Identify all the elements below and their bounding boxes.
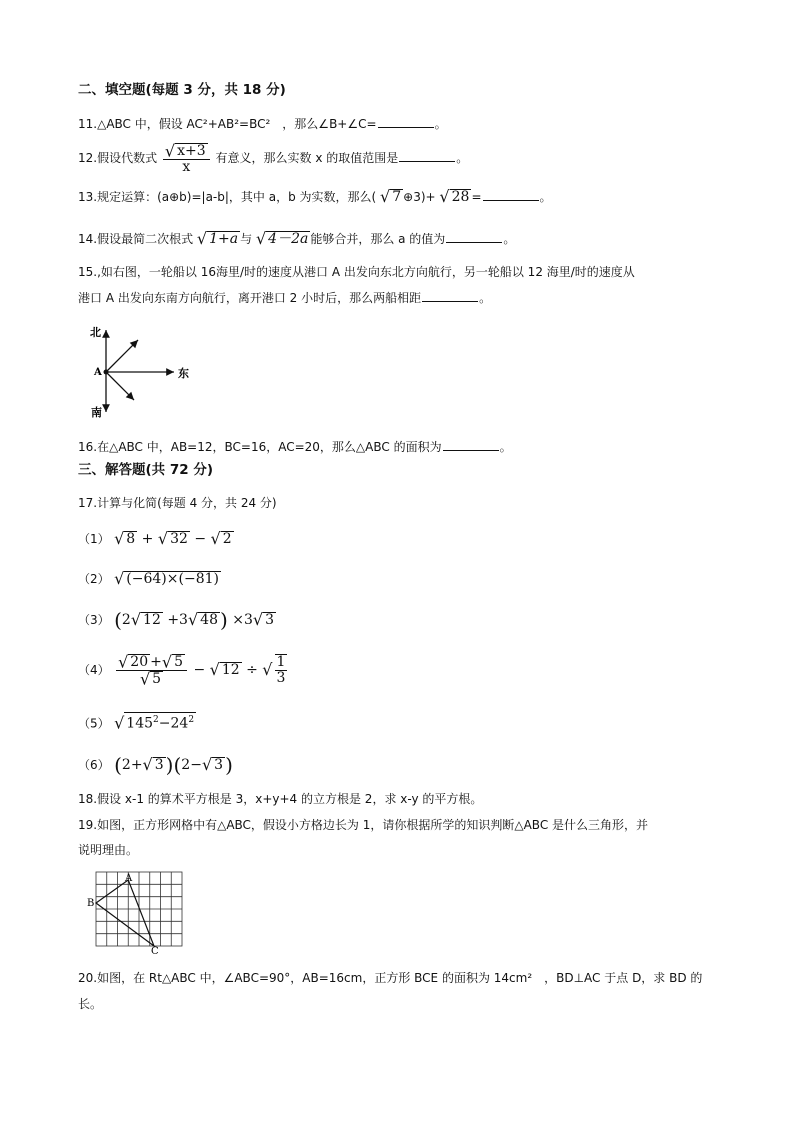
q17-4-fraction: $\frac{√ 20 +√ 5}{√ 5}$ bbox=[116, 654, 187, 687]
exponent: 2 bbox=[188, 715, 195, 725]
radicand: 3 bbox=[154, 757, 164, 773]
q17-part-5: （5） √ $145^2-24^2$ bbox=[78, 713, 195, 733]
vertex-b-label: B bbox=[87, 898, 95, 909]
base: 145 bbox=[126, 715, 154, 732]
north-label: 北 bbox=[90, 326, 101, 339]
triangle-abc bbox=[96, 880, 154, 946]
q14-text-2: 与 bbox=[240, 232, 253, 246]
radicand: 12 bbox=[143, 612, 161, 628]
q11-text: 11.△ABC 中，假设 AC²+AB²=BC² ，那么∠B+∠C= bbox=[78, 117, 377, 131]
q17-part-6: （6） (2+√ 3 )(2−√ 3 ) bbox=[78, 753, 233, 777]
answer-blank bbox=[378, 115, 434, 128]
south-label: 南 bbox=[91, 406, 102, 418]
q14-text: 14.假设最简二次根式 bbox=[78, 232, 194, 246]
radicand: 48 bbox=[200, 612, 218, 628]
q13-radicand-1: 7 bbox=[392, 189, 402, 205]
radicand: (−64)×(−81) bbox=[126, 571, 219, 587]
q15-end: 。 bbox=[479, 291, 492, 305]
part-label: （3） bbox=[78, 613, 110, 627]
q17-part-1: （1） √ 8 + √ 32 − √ 2 bbox=[78, 529, 232, 548]
question-19-line-1: 19.如图，正方形网格中有△ABC，假设小方格边长为 1，请你根据所学的知识判断△ABC 是什么三角形，并 bbox=[78, 818, 649, 832]
question-20-line-2: 长。 bbox=[78, 997, 103, 1011]
q12-fraction: $\frac{√ x+3}{x}$ bbox=[163, 143, 210, 175]
q12-text-2: 有意义，那么实数 x 的取值范围是 bbox=[215, 151, 399, 165]
term: +3 bbox=[167, 612, 188, 628]
radicand: 3 bbox=[214, 757, 224, 773]
question-19-line-2: 说明理由。 bbox=[78, 843, 139, 857]
exponent: 2 bbox=[153, 715, 159, 725]
numerator: 1 bbox=[276, 654, 286, 670]
q12-radicand: x+3 bbox=[177, 142, 206, 159]
q13-text-3: = bbox=[471, 190, 482, 204]
term: 2− bbox=[181, 757, 202, 773]
base: −24 bbox=[158, 715, 189, 732]
northeast-arrow bbox=[106, 340, 138, 372]
q13-radicand-2: 28 bbox=[451, 189, 470, 205]
answer-blank bbox=[446, 230, 502, 243]
question-12 bbox=[78, 140, 468, 176]
q16-end: 。 bbox=[499, 440, 512, 454]
q13-text: 13.规定运算：(a⊕b)=|a-b|，其中 a，b 为实数，那么( bbox=[78, 190, 377, 204]
q12-end: 。 bbox=[456, 151, 469, 165]
operator: + bbox=[141, 531, 154, 547]
term: ×3 bbox=[232, 612, 253, 628]
question-13: 13.规定运算：(a⊕b)=|a-b|，其中 a，b 为实数，那么( √ 7 ⊕3)+ √ 28 = 。 bbox=[78, 187, 552, 206]
part-label: （5） bbox=[78, 716, 110, 731]
section-2-heading: 二、填空题(每题 3 分，共 18 分) bbox=[78, 82, 286, 98]
a-label: A bbox=[94, 367, 102, 378]
q14-radicand-1: 1+a bbox=[209, 231, 239, 247]
question-20-line-1: 20.如图，在 Rt△ABC 中，∠ABC=90°，AB=16cm，正方形 BCE 的面积为 14cm² ，BD⊥AC 于点 D，求 BD 的 bbox=[78, 971, 703, 985]
radicand: 8 bbox=[126, 531, 136, 547]
point-a bbox=[104, 370, 109, 375]
coefficient: 2 bbox=[121, 612, 131, 628]
question-15-line-1: 15.,如右图，一轮船以 16海里/时的速度从港口 A 出发向东北方向航行，另一轮船以 12 海里/时的速度从 bbox=[78, 265, 635, 279]
operator: + bbox=[150, 653, 162, 670]
section-3-heading: 三、解答题(共 72 分) bbox=[78, 462, 214, 478]
question-14: 14.假设最简二次根式 √ 1+a 与 √ 4－2a 能够合并，那么 a 的值为 。 bbox=[78, 229, 516, 248]
q15-text: 港口 A 出发向东南方向航行，离开港口 2 小时后，那么两船相距 bbox=[78, 291, 422, 305]
question-17-title: 17.计算与化简(每题 4 分，共 24 分) bbox=[78, 496, 277, 510]
radicand: 5 bbox=[174, 653, 183, 670]
compass-figure bbox=[86, 322, 198, 418]
part-label: （4） bbox=[78, 663, 110, 677]
q12-denominator: x bbox=[182, 158, 191, 175]
term: 2+ bbox=[121, 757, 143, 773]
question-18: 18.假设 x-1 的算术平方根是 3，x+y+4 的立方根是 2，求 x-y 的平方根。 bbox=[78, 792, 483, 806]
radicand: 12 bbox=[221, 662, 240, 678]
part-label: （6） bbox=[78, 758, 110, 772]
q17-part-3: （3） (2√ 12 +3√ 48 ) ×3√ 3 bbox=[78, 608, 275, 632]
answer-blank bbox=[443, 438, 499, 451]
answer-blank bbox=[422, 289, 478, 302]
q17-part-2: （2） √ (−64)×(−81) bbox=[78, 569, 219, 588]
operator: − bbox=[193, 662, 206, 678]
part-label: （2） bbox=[78, 572, 110, 586]
answer-blank bbox=[483, 188, 539, 201]
grid-triangle-figure bbox=[86, 868, 186, 954]
q17-part-4: （4） $\frac{√ 20 +√ 5}{√ 5}$ − √ 12 ÷ √ $\frac{1}{3}$ bbox=[78, 652, 286, 688]
denominator: 3 bbox=[276, 670, 286, 686]
radicand: 3 bbox=[265, 612, 275, 628]
operator: − bbox=[194, 531, 207, 547]
radicand: 20 bbox=[130, 653, 149, 670]
southeast-arrow bbox=[106, 372, 134, 400]
q12-text: 12.假设代数式 bbox=[78, 151, 158, 165]
east-label: 东 bbox=[178, 367, 189, 380]
q14-radicand-2: 4－2a bbox=[268, 231, 309, 247]
radicand: 5 bbox=[152, 670, 162, 687]
question-11 bbox=[78, 115, 447, 132]
q11-end: 。 bbox=[434, 117, 447, 131]
operator: ÷ bbox=[246, 662, 258, 678]
radicand: 2 bbox=[222, 531, 232, 547]
q16-text: 16.在△ABC 中，AB=12，BC=16，AC=20，那么△ABC 的面积为 bbox=[78, 440, 442, 454]
q13-end: 。 bbox=[539, 190, 552, 204]
q14-text-3: 能够合并，那么 a 的值为 bbox=[310, 232, 446, 246]
q17-4-inner-fraction bbox=[275, 654, 288, 686]
q14-end: 。 bbox=[503, 232, 516, 246]
answer-blank bbox=[399, 149, 455, 162]
q13-text-2: ⊕3)+ bbox=[403, 190, 436, 204]
vertex-c-label: C bbox=[151, 946, 159, 954]
question-15-line-2 bbox=[78, 289, 491, 306]
radicand: 32 bbox=[170, 531, 188, 547]
question-16 bbox=[78, 438, 512, 455]
part-label: （1） bbox=[78, 532, 110, 546]
vertex-a-label: A bbox=[125, 873, 133, 884]
